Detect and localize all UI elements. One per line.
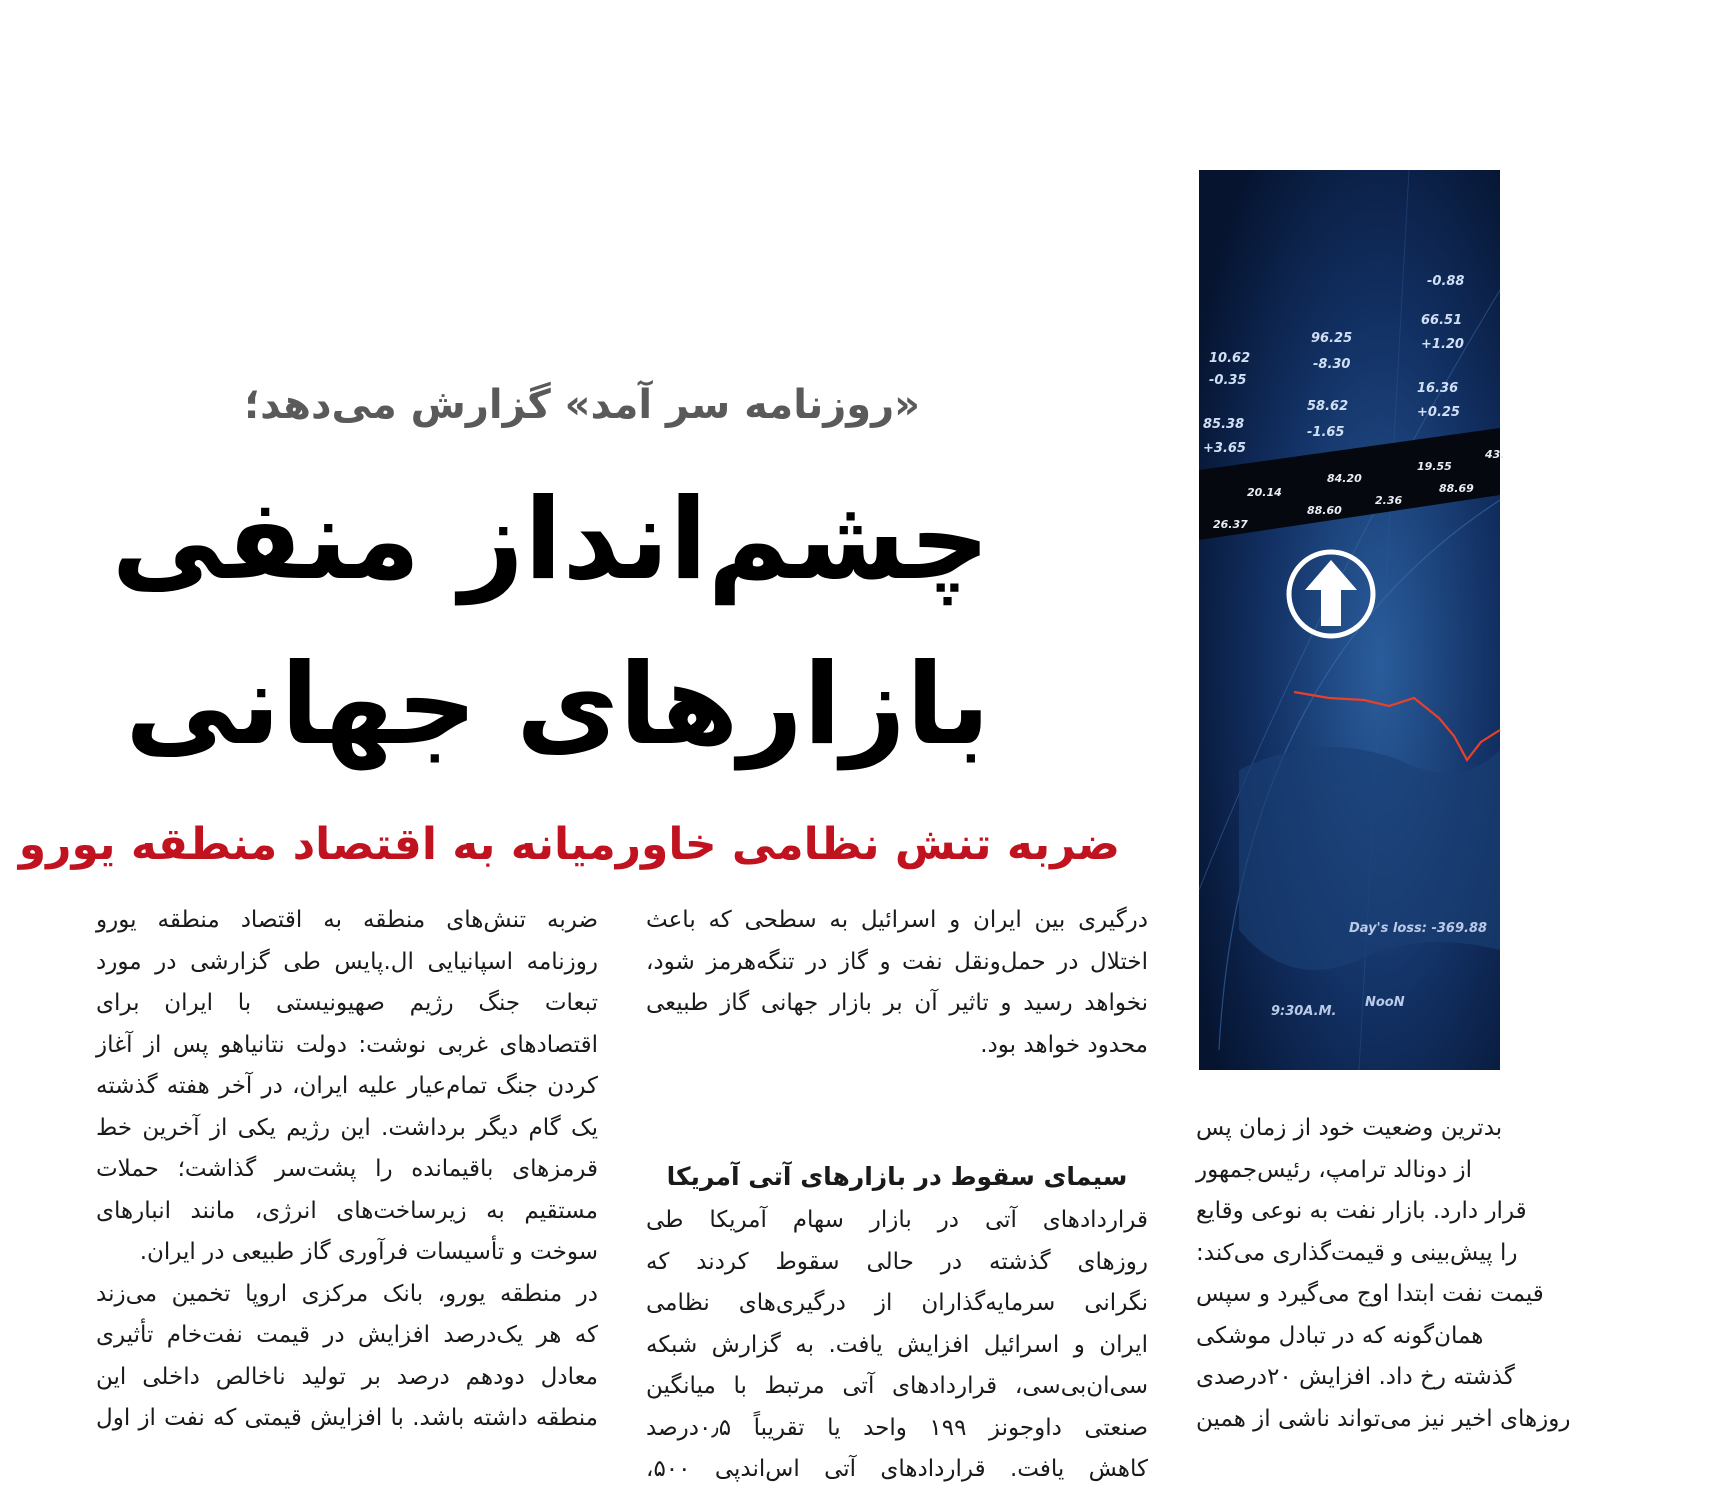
ticker-number: 2.36 xyxy=(1375,494,1403,507)
ticker-number: 43. xyxy=(1485,448,1505,461)
text-line: قیمت نفت ابتدا اوج می‌گیرد و سپس xyxy=(1196,1281,1544,1307)
ticker-number: +1.20 xyxy=(1421,337,1464,352)
continent-shape xyxy=(1239,747,1500,970)
article-column-right xyxy=(1196,1108,1571,1440)
ticker-number: +3.65 xyxy=(1203,441,1246,456)
subhead: ضربه تنش نظامی خاورمیانه به اقتصاد منطقه یورو xyxy=(18,819,1120,870)
ticker-number: 58.62 xyxy=(1307,399,1349,414)
ticker-number: -0.88 xyxy=(1427,274,1465,289)
text-line: معادل دودهم درصد بر تولید ناخالص داخلی این xyxy=(96,1363,598,1390)
ticker-number: 88.60 xyxy=(1307,504,1342,517)
time-label-right: NooN xyxy=(1365,995,1405,1010)
ticker-number: 84.20 xyxy=(1327,472,1362,485)
ticker-number: +0.25 xyxy=(1417,405,1460,420)
ticker-number: 16.36 xyxy=(1417,381,1459,396)
text-line: ضربه تنش‌های منطقه به اقتصاد منطقه یورو xyxy=(96,907,598,933)
text-line: قراردادهای آتی در بازار سهام آمریکا طی xyxy=(646,1207,1148,1233)
ticker-number: -0.35 xyxy=(1209,373,1247,388)
stock-market-photo xyxy=(1199,170,1505,1070)
text-line: را پیش‌بینی و قیمت‌گذاری می‌کند: xyxy=(1196,1239,1518,1266)
article-column-middle xyxy=(646,900,1148,1491)
ticker-number: 19.55 xyxy=(1417,460,1452,473)
ticker-number: 96.25 xyxy=(1311,331,1353,346)
text-line: قرمزهای باقیمانده را پشت‌سر گذاشت؛ حملات xyxy=(96,1156,598,1182)
section-subtitle: سیمای سقوط در بازارهای آتی آمریکا xyxy=(666,1162,1128,1191)
text-line: مستقیم به زیرساخت‌های انرژی، مانند انبارهای xyxy=(96,1197,598,1224)
text-line: یک گام دیگر برداشت. این رژیم یکی از آخرین خط xyxy=(96,1114,598,1141)
text-line: تبعات جنگ رژیم صهیونیستی با ایران برای xyxy=(96,990,598,1016)
text-line: نخواهد رسید و تاثیر آن بر بازار جهانی گاز طبیعی xyxy=(646,990,1148,1016)
ticker-number: 26.37 xyxy=(1213,518,1248,531)
ticker-number: 20.14 xyxy=(1247,486,1282,499)
text-line: روزنامه اسپانیایی ال.پایس طی گزارشی در مورد xyxy=(96,948,598,975)
time-label-left: 9:30A.M. xyxy=(1271,1004,1337,1019)
text-line: روزهای گذشته در حالی سقوط کردند که xyxy=(646,1248,1148,1275)
text-line: کاهش یافت. قراردادهای آتی اس‌اندپی ۵۰۰، xyxy=(646,1456,1148,1482)
text-line: صنعتی داوجونز ۱۹۹ واحد یا تقریباً ۰٫۵درصد xyxy=(646,1414,1148,1441)
text-line: کردن جنگ تمام‌عیار علیه ایران، در آخر هفته گذشته xyxy=(96,1073,598,1099)
text-line: روزهای اخیر نیز می‌تواند ناشی از همین xyxy=(1196,1405,1571,1432)
ticker-number: 66.51 xyxy=(1421,313,1463,328)
text-line: سوخت و تأسیسات فرآوری گاز طبیعی در ایران. xyxy=(139,1239,598,1265)
spacer xyxy=(646,1066,1148,1148)
text-line: همان‌گونه که در تبادل موشکی xyxy=(1196,1322,1484,1349)
text-line: گذشته رخ داد. افزایش ۲۰درصدی xyxy=(1196,1364,1515,1390)
text-line: بدترین وضعیت خود از زمان پس xyxy=(1196,1115,1503,1141)
text-line: سی‌ان‌بی‌سی، قراردادهای آتی مرتبط با میانگین xyxy=(646,1373,1148,1399)
text-line: ایران و اسرائیل افزایش یافت. به گزارش شبکه xyxy=(646,1331,1148,1358)
ticker-number: 85.38 xyxy=(1203,417,1245,432)
headline-line-1: چشم‌انداز منفی xyxy=(111,475,990,605)
ticker-number: -1.65 xyxy=(1307,425,1345,440)
text-line: نگرانی سرمایه‌گذاران از درگیری‌های نظامی xyxy=(646,1290,1148,1316)
ticker-number: 10.62 xyxy=(1209,351,1251,366)
text-line: از دونالد ترامپ، رئیس‌جمهور xyxy=(1196,1156,1472,1183)
text-line: در منطقه یورو، بانک مرکزی اروپا تخمین می‌زند xyxy=(96,1280,598,1307)
day-loss-label: Day's loss: -369.88 xyxy=(1349,921,1488,936)
text-line: اختلال در حمل‌ونقل نفت و گاز در تنگه‌هرمز شود، xyxy=(646,948,1148,975)
kicker: «روزنامه سر آمد» گزارش می‌دهد؛ xyxy=(244,382,920,428)
text-line: قرار دارد. بازار نفت به نوعی وقایع xyxy=(1196,1198,1527,1224)
text-line: اقتصادهای غربی نوشت: دولت نتانیاهو پس از آغاز xyxy=(96,1031,598,1058)
text-line: که هر یک‌درصد افزایش در قیمت نفت‌خام تأثیری xyxy=(96,1322,598,1348)
headline-line-2: بازارهای جهانی xyxy=(125,640,990,770)
text-line: منطقه داشته باشد. با افزایش قیمتی که نفت از اول xyxy=(96,1405,598,1431)
text-line: محدود خواهد بود. xyxy=(980,1031,1148,1058)
text-line: درگیری بین ایران و اسرائیل به سطحی که باعث xyxy=(646,907,1148,933)
ticker-number: -8.30 xyxy=(1313,357,1351,372)
ticker-number: 88.69 xyxy=(1439,482,1474,495)
article-column-left xyxy=(96,900,598,1440)
